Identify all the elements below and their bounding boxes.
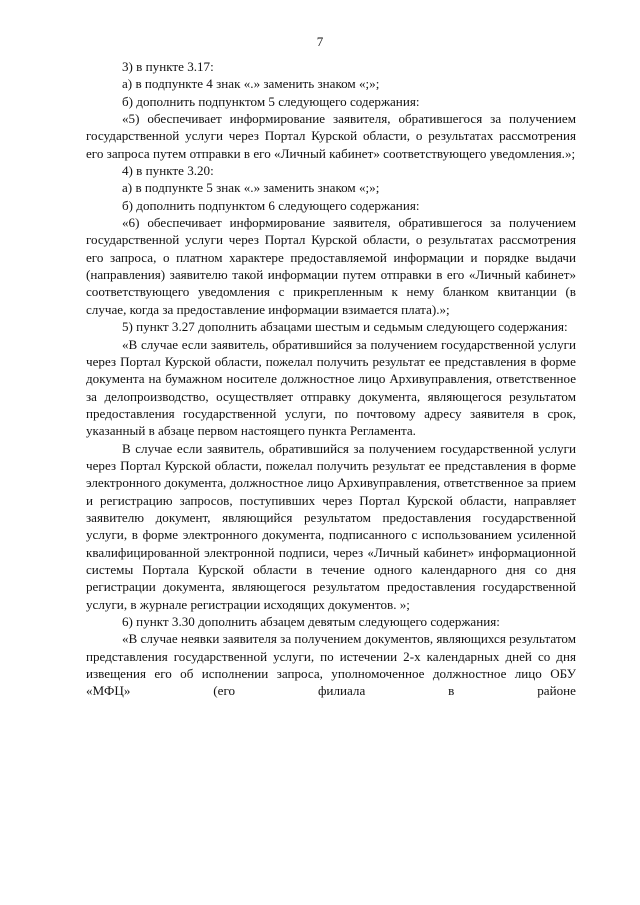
paragraph-continued: «В случае неявки заявителя за получением документов, являющихся результатом представления государственной услуги, по истечении 2-х календарных дней со дня извещения его об исполнении запроса, уполномоченное должностное лицо ОБУ «МФЦ» (его филиала в районе: [86, 631, 576, 699]
paragraph: «6) обеспечивает информирование заявителя, обратившегося за получением государственной услуги через Портал Курской области, о результатах рассмотрения его запроса, о платном характере предоставляемой информации и порядке выдачи (направления) заявителю такой информации путем отправки в его «Личный кабинет» соответствующего уведомления с прикрепленным к нему бланком квитанции (в случае, когда за предоставление информации взимается плата).»;: [86, 215, 576, 317]
paragraph: «В случае если заявитель, обратившийся за получением государственной услуги через Портал Курской области, пожелал получить результат ее представления в форме документа на бумажном носителе должностное лицо Архивуправления, ответственное за делопроизводство, осуществляет отправку документа, являющегося результатом предоставления государственной услуги, по почтовому адресу заявителя в срок, указанный в абзаце первом настоящего пункта Регламента.: [86, 336, 576, 439]
paragraph: а) в подпункте 5 знак «.» заменить знаком «;»;: [122, 180, 380, 196]
document-body: [86, 58, 576, 700]
paragraph: б) дополнить подпунктом 5 следующего содержания:: [122, 93, 420, 109]
paragraph: 6) пункт 3.30 дополнить абзацем девятым следующего содержания:: [122, 614, 500, 629]
paragraph: 3) в пункте 3.17:: [122, 59, 214, 74]
paragraph: «5) обеспечивает информирование заявителя, обратившегося за получением государственной услуги через Портал Курской области, о результатах рассмотрения его запроса путем отправки в его «Личный кабинет» соответствующего уведомления.»;: [86, 111, 576, 161]
paragraph: б) дополнить подпунктом 6 следующего содержания:: [122, 197, 420, 213]
paragraph: В случае если заявитель, обратившийся за получением государственной услуги через Портал Курской области, пожелал получить результат ее представления в форме электронного документа, должностное лицо Архивуправления, ответственное за прием и регистрацию запросов, поступивших через Портал Курской области, направляет заявителю документ, являющийся результатом предоставления государственной услуги, в форме электронного документа, подписанного с использованием усиленной квалифицированной электронной подписи, через «Личный кабинет» информационной системы Портала Курской области в течение одного календарного дня со дня регистрации документа, являющегося результатом предоставления государственной услуги, в журнале регистрации исходящих документов. »;: [86, 440, 576, 612]
paragraph: 4) в пункте 3.20:: [122, 163, 214, 179]
paragraph: 5) пункт 3.27 дополнить абзацами шестым и седьмым следующего содержания:: [122, 319, 568, 335]
paragraph: а) в подпункте 4 знак «.» заменить знаком «;»;: [122, 76, 380, 92]
page-number: 7: [316, 34, 324, 49]
